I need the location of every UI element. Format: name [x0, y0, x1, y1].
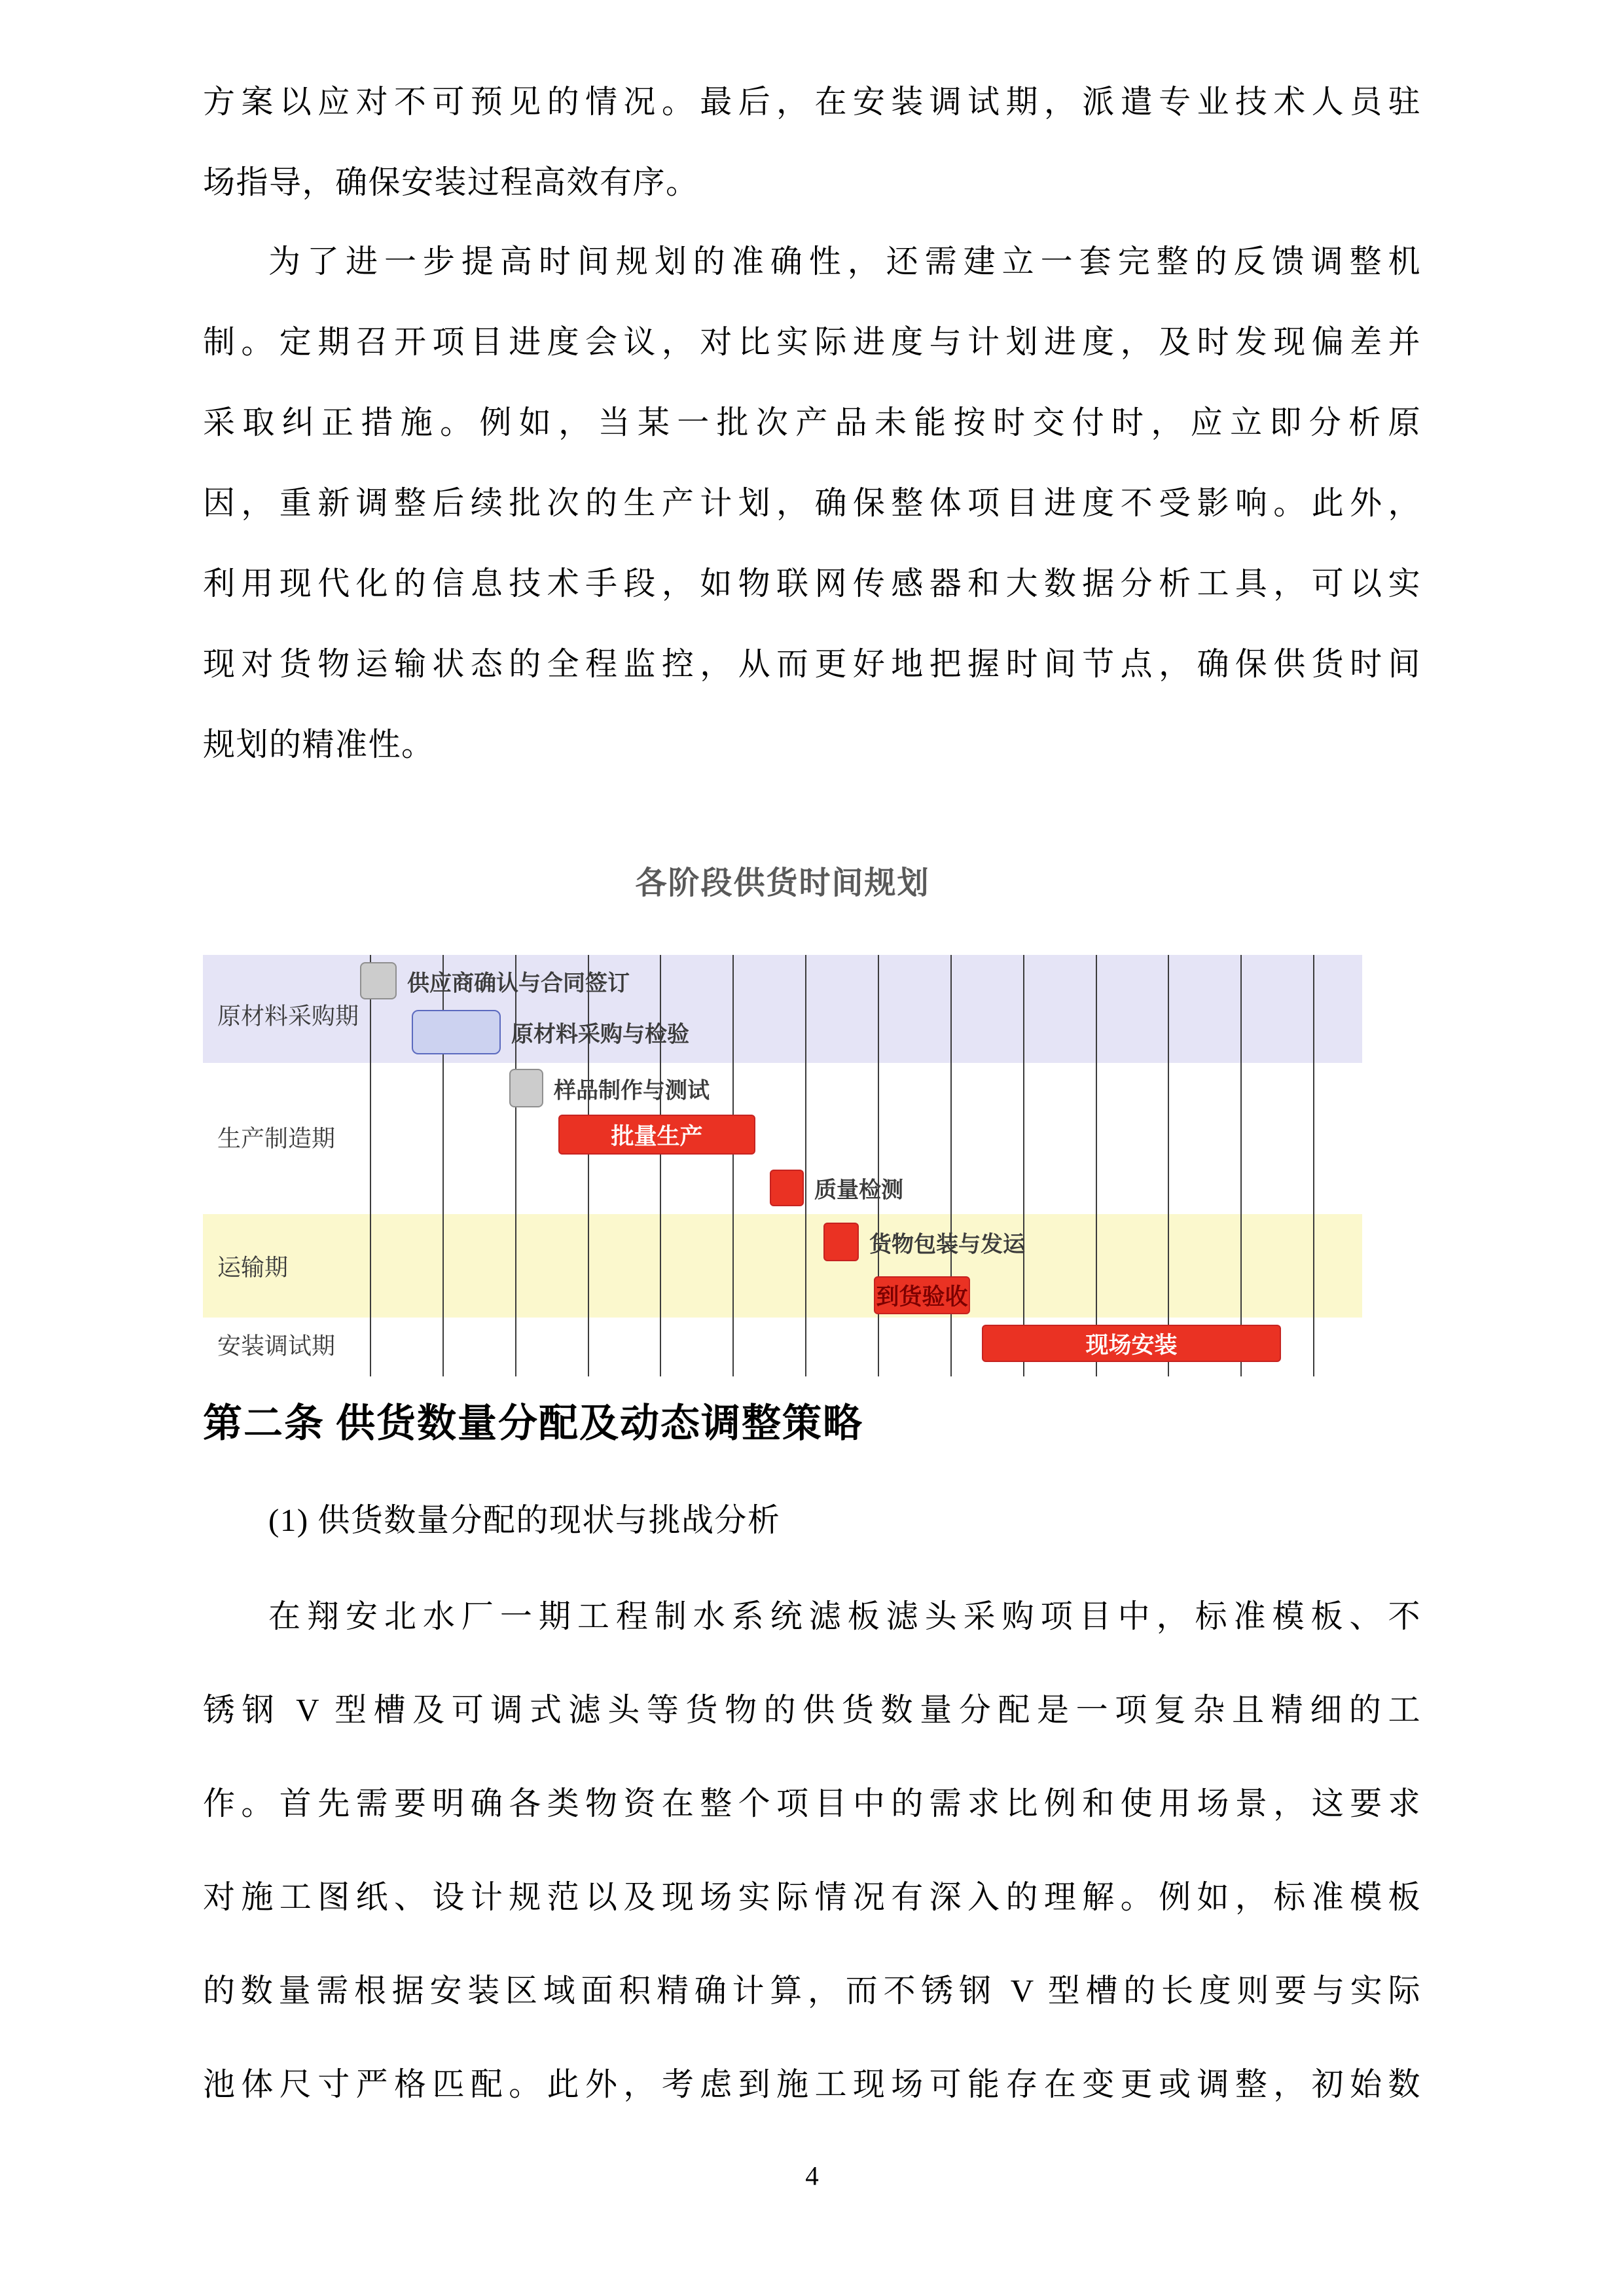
text-line: 规划的精准性。 — [203, 726, 435, 762]
phase-label: 原材料采购期 — [217, 1002, 359, 1030]
text-line: 为了进一步提高时间规划的准确性，还需建立一套完整的反馈调整机 — [268, 243, 1421, 279]
text-line: 采取纠正措施。例如，当某一批次产品未能按时交付时，应立即分析原 — [203, 404, 1421, 440]
gantt-bar — [770, 1170, 804, 1206]
gantt-bar: 批量生产 — [558, 1115, 755, 1155]
grid-line — [1240, 955, 1242, 1376]
text-line: 对施工图纸、设计规范以及现场实际情况有深入的理解。例如，标准模板 — [203, 1879, 1421, 1915]
gantt-bar: 现场安装 — [982, 1325, 1281, 1362]
text-line: 利用现代化的信息技术手段，如物联网传感器和大数据分析工具，可以实 — [203, 565, 1421, 601]
gantt-bar-label: 样品制作与测试 — [554, 1078, 710, 1103]
paragraph-2 — [203, 221, 1421, 785]
gantt-bar — [509, 1069, 543, 1107]
gantt-bar-label: 供应商确认与合同签订 — [407, 971, 630, 996]
text-line: 现对货物运输状态的全程监控，从而更好地把握时间节点，确保供货时间 — [203, 646, 1421, 682]
text-line: 方案以应对不可预见的情况。最后，在安装调试期，派遣专业技术人员驻 — [203, 84, 1421, 120]
gantt-chart-title: 各阶段供货时间规划 — [635, 866, 930, 901]
gantt-bar-label: 货物包装与发运 — [869, 1232, 1025, 1257]
paragraph-1 — [203, 62, 1421, 223]
text-line: 在翔安北水厂一期工程制水系统滤板滤头采购项目中，标准模板、不 — [268, 1598, 1421, 1634]
text-line: 因，重新调整后续批次的生产计划，确保整体项目进度不受影响。此外， — [203, 485, 1421, 521]
text-line: 池体尺寸严格匹配。此外，考虑到施工现场可能存在变更或调整，初始数 — [203, 2066, 1421, 2102]
phase-label: 运输期 — [217, 1253, 289, 1281]
phase-band — [203, 1214, 1362, 1318]
subsection-label: (1) 供货数量分配的现状与挑战分析 — [268, 1502, 781, 1538]
page-number: 4 — [805, 2161, 819, 2191]
paragraph-3 — [203, 1570, 1421, 2131]
text-line: 作。首先需要明确各类物资在整个项目中的需求比例和使用场景，这要求 — [203, 1785, 1421, 1821]
grid-line — [1313, 955, 1314, 1376]
grid-line — [1023, 955, 1024, 1376]
grid-line — [1168, 955, 1169, 1376]
gantt-bar — [360, 962, 397, 999]
text-line: 制。定期召开项目进度会议，对比实际进度与计划进度，及时发现偏差并 — [203, 324, 1421, 360]
grid-line — [732, 955, 734, 1376]
phase-label: 安装调试期 — [217, 1332, 336, 1359]
text-line: 锈钢 V 型槽及可调式滤头等货物的供货数量分配是一项复杂且精细的工 — [203, 1692, 1421, 1728]
section-heading: 第二条 供货数量分配及动态调整策略 — [203, 1402, 863, 1445]
text-line: 场指导，确保安装过程高效有序。 — [203, 164, 699, 200]
gantt-bar-label: 质量检测 — [814, 1177, 903, 1203]
gantt-chart — [203, 864, 1362, 1376]
gantt-bar-label: 原材料采购与检验 — [511, 1022, 689, 1047]
phase-label: 生产制造期 — [217, 1124, 336, 1152]
gantt-bar — [823, 1223, 859, 1261]
gantt-plot-area — [203, 955, 1362, 1376]
grid-line — [805, 955, 806, 1376]
grid-line — [1096, 955, 1097, 1376]
text-line: 的数量需根据安装区域面积精确计算，而不锈钢 V 型槽的长度则要与实际 — [203, 1973, 1421, 2009]
gantt-bar: 到货验收 — [874, 1276, 970, 1314]
grid-line — [370, 955, 371, 1376]
gantt-bar — [412, 1010, 501, 1054]
